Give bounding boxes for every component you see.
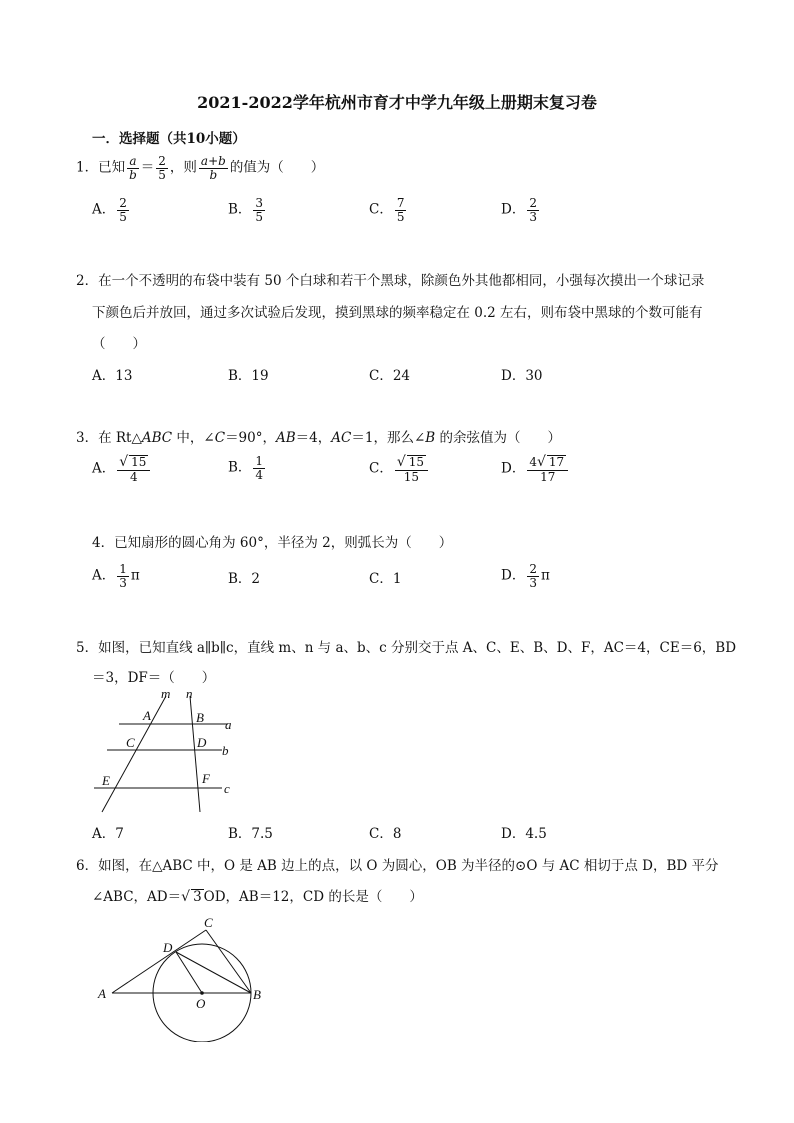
q6-line1-text: 如图，在△ABC 中，O 是 AB 边上的点，以 O 为圆心，OB 为半径的⊙O 与 AC 相切于点 D，BD 平分 — [98, 858, 719, 874]
q3-text-a: 在 Rt△ — [98, 430, 142, 446]
q2-number: 2． — [76, 273, 99, 289]
label-C: C — [204, 915, 213, 930]
q3-option-a[interactable] — [92, 455, 152, 483]
q3-text-e: ＝1，那么∠ — [351, 430, 426, 446]
q1-oc-den: 5 — [396, 209, 405, 224]
q3-ob-num: 1 — [255, 454, 264, 468]
q4-option-a[interactable] — [92, 563, 140, 589]
q3-b: B — [425, 430, 436, 446]
q6-line2-rad: 3 — [193, 889, 202, 905]
label-m: m — [161, 686, 171, 701]
segment-DB — [176, 952, 251, 993]
q3-oc-num — [395, 455, 428, 471]
q2-option-d[interactable]: D．30 — [501, 368, 543, 384]
label-A: A — [98, 986, 106, 1001]
q2-line1-text: 在一个不透明的布袋中装有 50 个白球和若干个黑球，除颜色外其他都相同，小强每次摸出一个球记录 — [98, 273, 705, 289]
q2-line-2: 下颜色后并放回，通过多次试验后发现，摸到黑球的频率稳定在 0.2 左右，则布袋中黑球的个数可能有 — [92, 305, 703, 321]
q1-oa-num: 2 — [119, 196, 127, 210]
q1-option-c[interactable] — [369, 197, 408, 223]
q4-od-den: 3 — [529, 575, 537, 590]
q4-oa-pi: π — [130, 567, 140, 584]
q3-c: C — [214, 430, 226, 446]
q3-ob-label: B． — [228, 459, 252, 476]
q1-oa-den: 5 — [119, 209, 127, 224]
page-title: 2021-2022学年杭州市育才中学九年级上册期末复习卷 — [197, 93, 597, 112]
q5-line-2: ＝3，DF＝（ ） — [92, 670, 216, 686]
q1-option-b-label: B． — [228, 201, 252, 218]
q3-oa-fraction — [117, 455, 150, 483]
q6-line-2 — [92, 885, 423, 905]
q3-od-coef: 4 — [529, 455, 537, 469]
q4-text: 已知扇形的圆心角为 60°，半径为 2，则弧长为（ ） — [114, 535, 453, 551]
q1-option-d-label: D． — [501, 201, 526, 218]
q6-line2-b: OD，AB＝12，CD 的长是（ ） — [203, 889, 423, 905]
q3-ac: AC — [331, 430, 352, 446]
q1-f1-num: a — [129, 154, 137, 168]
q4-option-b[interactable]: B．2 — [228, 571, 261, 587]
q3-text-f: 的余弦值为（ ） — [435, 430, 561, 446]
q3-option-d[interactable] — [501, 455, 570, 483]
question-3 — [76, 426, 561, 446]
q5-option-b[interactable]: B．7.5 — [228, 826, 273, 842]
q3-option-c[interactable] — [369, 455, 430, 483]
segment-CB — [206, 930, 251, 993]
label-a: a — [225, 717, 232, 732]
label-C: C — [126, 735, 135, 750]
sqrt-icon: √ — [181, 889, 191, 905]
q5-parallel-lines-figure — [86, 684, 246, 816]
q1-f2-num: 2 — [158, 154, 166, 168]
q5-line1-text: 如图，已知直线 a∥b∥c，直线 m、n 与 a、b、c 分别交于点 A、C、E、B、D、F，AC＝4，CE＝6，BD — [98, 640, 737, 656]
q2-line-3: （ ） — [92, 336, 146, 352]
q3-number: 3． — [76, 430, 99, 446]
q3-ob-den: 4 — [255, 467, 264, 482]
q4-number: 4． — [92, 535, 115, 551]
q1-option-b[interactable] — [228, 197, 267, 223]
q3-oa-den: 4 — [130, 469, 138, 484]
sqrt-icon: √ — [536, 454, 546, 470]
q4-od-fraction — [527, 563, 539, 589]
q5-line-1 — [76, 636, 736, 656]
q3-oc-label: C． — [369, 460, 393, 477]
q4-option-c[interactable]: C．1 — [369, 571, 402, 587]
q5-option-a[interactable]: A．7 — [92, 826, 124, 842]
section-heading: 一．选择题（共10小题） — [92, 131, 246, 147]
q1-pre: 已知 — [98, 159, 126, 176]
q1-number: 1． — [76, 159, 99, 176]
q5-number: 5． — [76, 640, 99, 656]
q4-oa-fraction — [117, 563, 129, 589]
segment-DO — [176, 952, 202, 993]
q3-od-den: 17 — [540, 469, 556, 484]
q4-option-d[interactable] — [501, 563, 550, 589]
q1-option-a[interactable] — [92, 197, 131, 223]
q3-ab: AB — [276, 430, 296, 446]
q1-f1-den: b — [129, 167, 137, 182]
q1-f3-num: a+b — [200, 154, 226, 168]
label-E: E — [102, 773, 110, 788]
label-O: O — [196, 996, 206, 1011]
q1-ob-den: 5 — [255, 209, 264, 224]
q1-f2-den: 5 — [158, 167, 166, 182]
q3-text-d: ＝4， — [295, 430, 332, 446]
q2-option-b[interactable]: B．19 — [228, 368, 269, 384]
q3-oa-label: A． — [92, 460, 116, 477]
label-D: D — [163, 940, 173, 955]
label-B: B — [253, 987, 261, 1002]
label-F: F — [202, 771, 210, 786]
q4-od-pi: π — [540, 567, 550, 584]
q5-option-c[interactable]: C．8 — [369, 826, 402, 842]
q1-od-den: 3 — [529, 209, 537, 224]
q3-oa-num — [117, 455, 150, 471]
q1-oc-num: 7 — [396, 196, 405, 210]
question-4 — [92, 531, 452, 551]
q1-od-num: 2 — [529, 196, 537, 210]
q3-oc-rad: 15 — [408, 455, 425, 469]
label-c: c — [224, 781, 230, 796]
q1-option-d[interactable] — [501, 197, 541, 223]
q3-text-c: ＝90°， — [225, 430, 276, 446]
label-n: n — [186, 686, 193, 701]
q3-od-rad: 17 — [548, 455, 565, 469]
q1-mid: ，则 — [169, 159, 197, 176]
question-1 — [76, 155, 324, 181]
q3-text-b: 中，∠ — [172, 430, 215, 446]
q3-oc-fraction — [395, 455, 428, 483]
q2-option-c[interactable]: C．24 — [369, 368, 411, 384]
q3-ob-fraction — [253, 455, 265, 481]
q1-fraction-2-5 — [156, 155, 168, 181]
q1-ob-num: 3 — [255, 196, 264, 210]
label-D: D — [197, 735, 207, 750]
q1-eq: ＝ — [140, 159, 155, 176]
q5-option-d[interactable]: D．4.5 — [501, 826, 547, 842]
q1-option-b-fraction — [253, 197, 265, 223]
q1-option-a-label: A． — [92, 201, 116, 218]
center-point-O — [200, 991, 204, 995]
q4-oa-num: 1 — [119, 562, 127, 576]
sqrt-icon: √ — [396, 454, 406, 470]
q3-oc-den: 15 — [403, 469, 420, 484]
line-m — [102, 696, 166, 812]
q1-option-c-label: C． — [369, 201, 393, 218]
q1-option-c-fraction — [395, 197, 407, 223]
q6-number: 6． — [76, 858, 99, 874]
q3-oa-rad: 15 — [131, 455, 147, 469]
q3-od-label: D． — [501, 460, 526, 477]
q1-post: 的值为（ ） — [229, 159, 325, 176]
q3-od-fraction — [527, 455, 568, 483]
q3-od-num — [527, 455, 568, 471]
q1-fraction-apb-b — [199, 155, 228, 181]
q2-line-1 — [76, 269, 704, 289]
q4-od-num: 2 — [529, 562, 537, 576]
q6-line-1 — [76, 854, 719, 874]
sqrt-icon: √ — [119, 454, 129, 470]
segment-AC — [112, 930, 206, 993]
label-A: A — [143, 708, 151, 723]
label-B: B — [196, 710, 204, 725]
q1-fraction-a-b — [127, 155, 139, 181]
q1-option-a-fraction — [117, 197, 129, 223]
q4-oa-label: A． — [92, 567, 116, 584]
label-b: b — [222, 743, 229, 758]
q3-abc: ABC — [141, 430, 173, 446]
q2-option-a[interactable]: A．13 — [92, 368, 133, 384]
q6-circle-tangent-figure — [92, 912, 272, 1042]
q1-option-d-fraction — [527, 197, 539, 223]
q6-line2-a: ∠ABC，AD＝ — [92, 889, 182, 905]
q3-option-b[interactable] — [228, 455, 267, 481]
q1-f3-den: b — [209, 167, 218, 182]
q4-od-label: D． — [501, 567, 526, 584]
q4-oa-den: 3 — [119, 575, 127, 590]
